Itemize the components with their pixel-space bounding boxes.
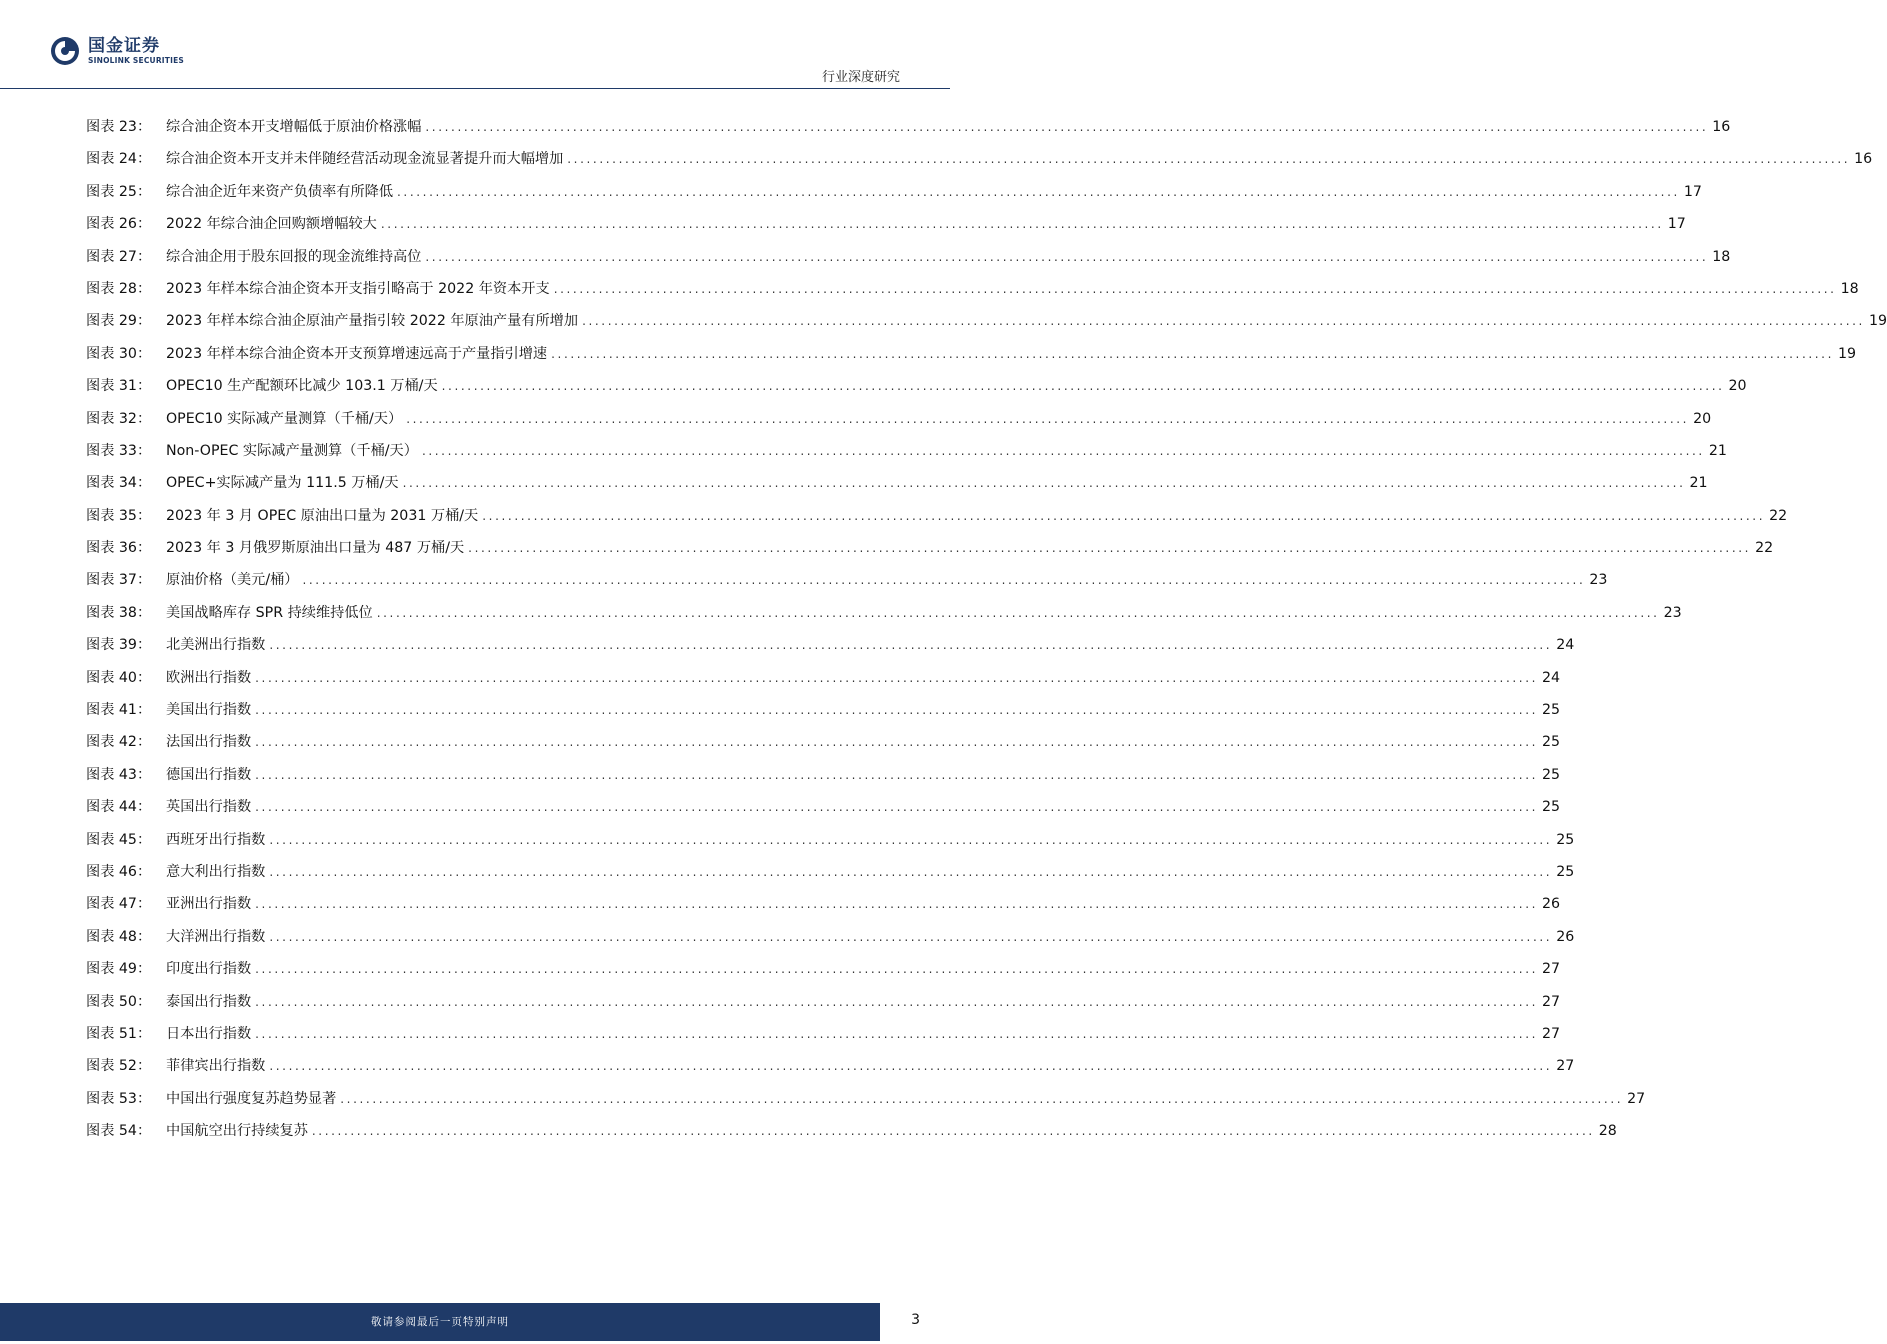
- toc-dot-leader: ........................................................................................................................................................................................................: [441, 379, 1725, 394]
- toc-entry-title: 2023 年样本综合油企原油产量指引较 2022 年原油产量有所增加: [166, 313, 579, 330]
- toc-entry-label: 图表 23：: [86, 119, 152, 135]
- table-of-figures: [86, 116, 1887, 1153]
- toc-entry-page: 25: [1542, 734, 1561, 751]
- toc-entry-page: 25: [1556, 831, 1575, 848]
- toc-entry-label: 图表 47：: [86, 896, 152, 913]
- toc-entry-label: 图表 38：: [86, 604, 152, 621]
- toc-entry-title: OPEC10 生产配额环比减少 103.1 万桶/天: [166, 378, 438, 395]
- toc-entry[interactable]: [86, 667, 1561, 699]
- toc-entry-page: 27: [1542, 1025, 1561, 1042]
- toc-entry[interactable]: [86, 602, 1682, 634]
- toc-dot-leader: ........................................................................................................................................................................................................: [551, 346, 1835, 361]
- toc-entry[interactable]: [86, 893, 1561, 925]
- toc-entry-title: OPEC+实际减产量为 111.5 万桶/天: [166, 475, 399, 492]
- toc-entry[interactable]: [86, 569, 1608, 601]
- toc-entry-label: 图表 24：: [86, 151, 152, 168]
- toc-entry[interactable]: [86, 181, 1702, 213]
- toc-dot-leader: ........................................................................................................................................................................................................: [255, 735, 1539, 750]
- toc-entry-title: 中国航空出行持续复苏: [166, 1123, 308, 1140]
- toc-entry-title: 美国战略库存 SPR 持续维持低位: [166, 604, 373, 621]
- toc-entry-title: 美国出行指数: [166, 702, 252, 719]
- toc-entry-title: 2023 年 3 月 OPEC 原油出口量为 2031 万桶/天: [166, 507, 479, 524]
- toc-dot-leader: ........................................................................................................................................................................................................: [269, 929, 1553, 944]
- toc-dot-leader: ........................................................................................................................................................................................................: [380, 217, 1664, 232]
- toc-entry[interactable]: [86, 440, 1727, 472]
- toc-entry[interactable]: [86, 213, 1686, 245]
- toc-entry-page: 20: [1693, 410, 1712, 427]
- toc-entry[interactable]: [86, 537, 1774, 569]
- toc-entry-label: 图表 31：: [86, 378, 152, 395]
- toc-entry-title: 综合油企资本开支并未伴随经营活动现金流显著提升而大幅增加: [166, 151, 564, 168]
- toc-entry[interactable]: [86, 731, 1561, 763]
- toc-entry-page: 25: [1542, 799, 1561, 816]
- toc-entry-title: 2023 年 3 月俄罗斯原油出口量为 487 万桶/天: [166, 540, 465, 557]
- toc-entry-page: 21: [1708, 442, 1727, 459]
- toc-entry-title: 西班牙出行指数: [166, 831, 266, 848]
- toc-entry-label: 图表 33：: [86, 442, 152, 459]
- toc-entry-page: 21: [1689, 475, 1708, 492]
- toc-entry[interactable]: [86, 1088, 1646, 1120]
- toc-dot-leader: ........................................................................................................................................................................................................: [269, 832, 1553, 847]
- toc-dot-leader: ........................................................................................................................................................................................................: [582, 314, 1865, 329]
- page-number: 3: [911, 1312, 920, 1328]
- toc-entry-label: 图表 36：: [86, 540, 152, 557]
- toc-entry[interactable]: [86, 699, 1561, 731]
- toc-dot-leader: ........................................................................................................................................................................................................: [255, 800, 1539, 815]
- toc-entry-label: 图表 42：: [86, 734, 152, 751]
- toc-entry-label: 图表 34：: [86, 475, 152, 492]
- toc-entry-label: 图表 40：: [86, 669, 152, 686]
- toc-dot-leader: ........................................................................................................................................................................................................: [567, 152, 1851, 167]
- toc-entry-label: 图表 39：: [86, 637, 152, 654]
- toc-entry[interactable]: [86, 1023, 1561, 1055]
- toc-entry-label: 图表 25：: [86, 183, 152, 200]
- toc-entry-label: 图表 27：: [86, 248, 152, 265]
- toc-entry-label: 图表 29：: [86, 313, 152, 330]
- toc-entry-title: 北美洲出行指数: [166, 637, 266, 654]
- toc-entry[interactable]: [86, 408, 1712, 440]
- toc-entry-page: 28: [1598, 1123, 1617, 1140]
- toc-entry-title: 2022 年综合油企回购额增幅较大: [166, 216, 377, 233]
- toc-dot-leader: ........................................................................................................................................................................................................: [376, 605, 1660, 620]
- toc-entry-title: 欧洲出行指数: [166, 669, 252, 686]
- toc-entry-title: Non-OPEC 实际减产量测算（千桶/天）: [166, 442, 418, 459]
- toc-entry-page: 20: [1728, 378, 1747, 395]
- toc-entry-title: OPEC10 实际减产量测算（千桶/天）: [166, 410, 403, 427]
- toc-entry[interactable]: [86, 829, 1575, 861]
- toc-entry-page: 17: [1667, 216, 1686, 233]
- toc-dot-leader: ........................................................................................................................................................................................................: [255, 670, 1539, 685]
- toc-dot-leader: ........................................................................................................................................................................................................: [255, 767, 1539, 782]
- toc-entry-page: 25: [1542, 766, 1561, 783]
- toc-entry-label: 图表 32：: [86, 410, 152, 427]
- toc-entry-page: 23: [1589, 572, 1608, 589]
- toc-entry-label: 图表 44：: [86, 799, 152, 816]
- toc-entry-page: 17: [1683, 183, 1702, 200]
- toc-entry-title: 德国出行指数: [166, 766, 252, 783]
- toc-entry[interactable]: [86, 926, 1575, 958]
- toc-entry-title: 亚洲出行指数: [166, 896, 252, 913]
- toc-entry-title: 综合油企资本开支增幅低于原油价格涨幅: [166, 119, 422, 135]
- toc-entry-label: 图表 53：: [86, 1090, 152, 1107]
- toc-entry[interactable]: [86, 764, 1561, 796]
- toc-entry[interactable]: [86, 148, 1873, 180]
- toc-dot-leader: ........................................................................................................................................................................................................: [255, 1026, 1539, 1041]
- toc-entry-label: 图表 49：: [86, 961, 152, 978]
- logo-chinese-name: 国金证券: [88, 35, 160, 56]
- toc-entry-label: 图表 43：: [86, 766, 152, 783]
- toc-entry-page: 25: [1556, 863, 1575, 880]
- toc-entry-page: 26: [1556, 928, 1575, 945]
- toc-entry-page: 25: [1542, 702, 1561, 719]
- toc-dot-leader: ........................................................................................................................................................................................................: [269, 1059, 1553, 1074]
- toc-entry-label: 图表 45：: [86, 831, 152, 848]
- toc-entry-label: 图表 51：: [86, 1025, 152, 1042]
- toc-dot-leader: ........................................................................................................................................................................................................: [255, 994, 1539, 1009]
- toc-entry-page: 16: [1712, 119, 1731, 135]
- toc-entry-title: 大洋洲出行指数: [166, 928, 266, 945]
- toc-entry-title: 菲律宾出行指数: [166, 1058, 266, 1075]
- toc-entry-page: 19: [1868, 313, 1887, 330]
- toc-dot-leader: ........................................................................................................................................................................................................: [406, 411, 1690, 426]
- toc-entry-page: 24: [1556, 637, 1575, 654]
- toc-dot-leader: ........................................................................................................................................................................................................: [425, 120, 1709, 134]
- toc-dot-leader: ........................................................................................................................................................................................................: [425, 249, 1709, 264]
- toc-entry-title: 日本出行指数: [166, 1025, 252, 1042]
- toc-entry[interactable]: [86, 634, 1575, 666]
- toc-entry[interactable]: [86, 1120, 1617, 1152]
- footer-notice: 敬请参阅最后一页特别声明: [371, 1316, 509, 1328]
- toc-entry-page: 22: [1769, 507, 1788, 524]
- toc-entry[interactable]: [86, 796, 1561, 828]
- toc-entry-label: 图表 35：: [86, 507, 152, 524]
- toc-entry-page: 27: [1542, 961, 1561, 978]
- toc-entry-title: 2023 年样本综合油企资本开支指引略高于 2022 年资本开支: [166, 280, 550, 297]
- toc-entry[interactable]: [86, 246, 1731, 278]
- toc-entry[interactable]: [86, 343, 1857, 375]
- toc-dot-leader: ........................................................................................................................................................................................................: [421, 443, 1705, 458]
- toc-entry-title: 原油价格（美元/桶）: [166, 572, 299, 589]
- toc-entry-title: 印度出行指数: [166, 961, 252, 978]
- toc-entry-label: 图表 37：: [86, 572, 152, 589]
- toc-entry[interactable]: [86, 861, 1575, 893]
- toc-entry[interactable]: [86, 278, 1859, 310]
- toc-dot-leader: ........................................................................................................................................................................................................: [302, 573, 1586, 588]
- toc-entry-page: 23: [1663, 604, 1682, 621]
- toc-dot-leader: ........................................................................................................................................................................................................: [340, 1091, 1624, 1106]
- toc-entry-label: 图表 48：: [86, 928, 152, 945]
- toc-entry[interactable]: [86, 958, 1561, 990]
- toc-dot-leader: ........................................................................................................................................................................................................: [255, 897, 1539, 912]
- toc-entry-page: 24: [1542, 669, 1561, 686]
- company-logo: [50, 36, 184, 66]
- toc-entry-label: 图表 41：: [86, 702, 152, 719]
- page-header: [0, 0, 950, 92]
- toc-entry-label: 图表 28：: [86, 280, 152, 297]
- toc-entry[interactable]: [86, 310, 1887, 342]
- report-type: 行业深度研究: [821, 70, 900, 85]
- header-divider: [0, 88, 950, 89]
- toc-entry-label: 图表 50：: [86, 993, 152, 1010]
- toc-entry-title: 英国出行指数: [166, 799, 252, 816]
- toc-entry-title: 法国出行指数: [166, 734, 252, 751]
- toc-dot-leader: ........................................................................................................................................................................................................: [468, 541, 1752, 556]
- sinolink-logo-icon: [50, 36, 80, 66]
- toc-entry-page: 18: [1712, 248, 1731, 265]
- toc-entry-page: 18: [1840, 280, 1859, 297]
- toc-dot-leader: ........................................................................................................................................................................................................: [255, 703, 1539, 718]
- toc-entry[interactable]: [86, 1055, 1575, 1087]
- toc-entry-label: 图表 26：: [86, 216, 152, 233]
- toc-dot-leader: ........................................................................................................................................................................................................: [402, 476, 1686, 491]
- toc-dot-leader: ........................................................................................................................................................................................................: [269, 864, 1553, 879]
- toc-dot-leader: ........................................................................................................................................................................................................: [482, 508, 1766, 523]
- toc-entry-title: 意大利出行指数: [166, 863, 266, 880]
- toc-dot-leader: ........................................................................................................................................................................................................: [311, 1124, 1595, 1139]
- toc-dot-leader: ........................................................................................................................................................................................................: [255, 962, 1539, 977]
- toc-entry-page: 22: [1755, 540, 1774, 557]
- toc-entry-title: 综合油企近年来资产负债率有所降低: [166, 183, 394, 200]
- toc-entry-label: 图表 46：: [86, 863, 152, 880]
- toc-entry-page: 27: [1627, 1090, 1646, 1107]
- toc-entry[interactable]: [86, 375, 1747, 407]
- toc-entry-title: 泰国出行指数: [166, 993, 252, 1010]
- toc-entry[interactable]: [86, 991, 1561, 1023]
- toc-entry-label: 图表 54：: [86, 1123, 152, 1140]
- toc-entry-page: 19: [1838, 345, 1857, 362]
- toc-entry-title: 2023 年样本综合油企资本开支预算增速远高于产量指引增速: [166, 345, 548, 362]
- toc-entry-page: 16: [1854, 151, 1873, 168]
- toc-entry[interactable]: [86, 505, 1788, 537]
- toc-entry-label: 图表 30：: [86, 345, 152, 362]
- toc-entry-page: 27: [1542, 993, 1561, 1010]
- toc-dot-leader: ........................................................................................................................................................................................................: [269, 638, 1553, 653]
- toc-entry-title: 综合油企用于股东回报的现金流维持高位: [166, 248, 422, 265]
- toc-dot-leader: ........................................................................................................................................................................................................: [553, 281, 1837, 296]
- toc-entry[interactable]: [86, 472, 1708, 504]
- toc-entry[interactable]: [86, 116, 1731, 148]
- toc-entry-page: 27: [1556, 1058, 1575, 1075]
- toc-entry-label: 图表 52：: [86, 1058, 152, 1075]
- logo-english-name: SINOLINK SECURITIES: [88, 55, 185, 65]
- toc-entry-page: 26: [1542, 896, 1561, 913]
- toc-entry-title: 中国出行强度复苏趋势显著: [166, 1090, 337, 1107]
- toc-dot-leader: ........................................................................................................................................................................................................: [397, 184, 1680, 199]
